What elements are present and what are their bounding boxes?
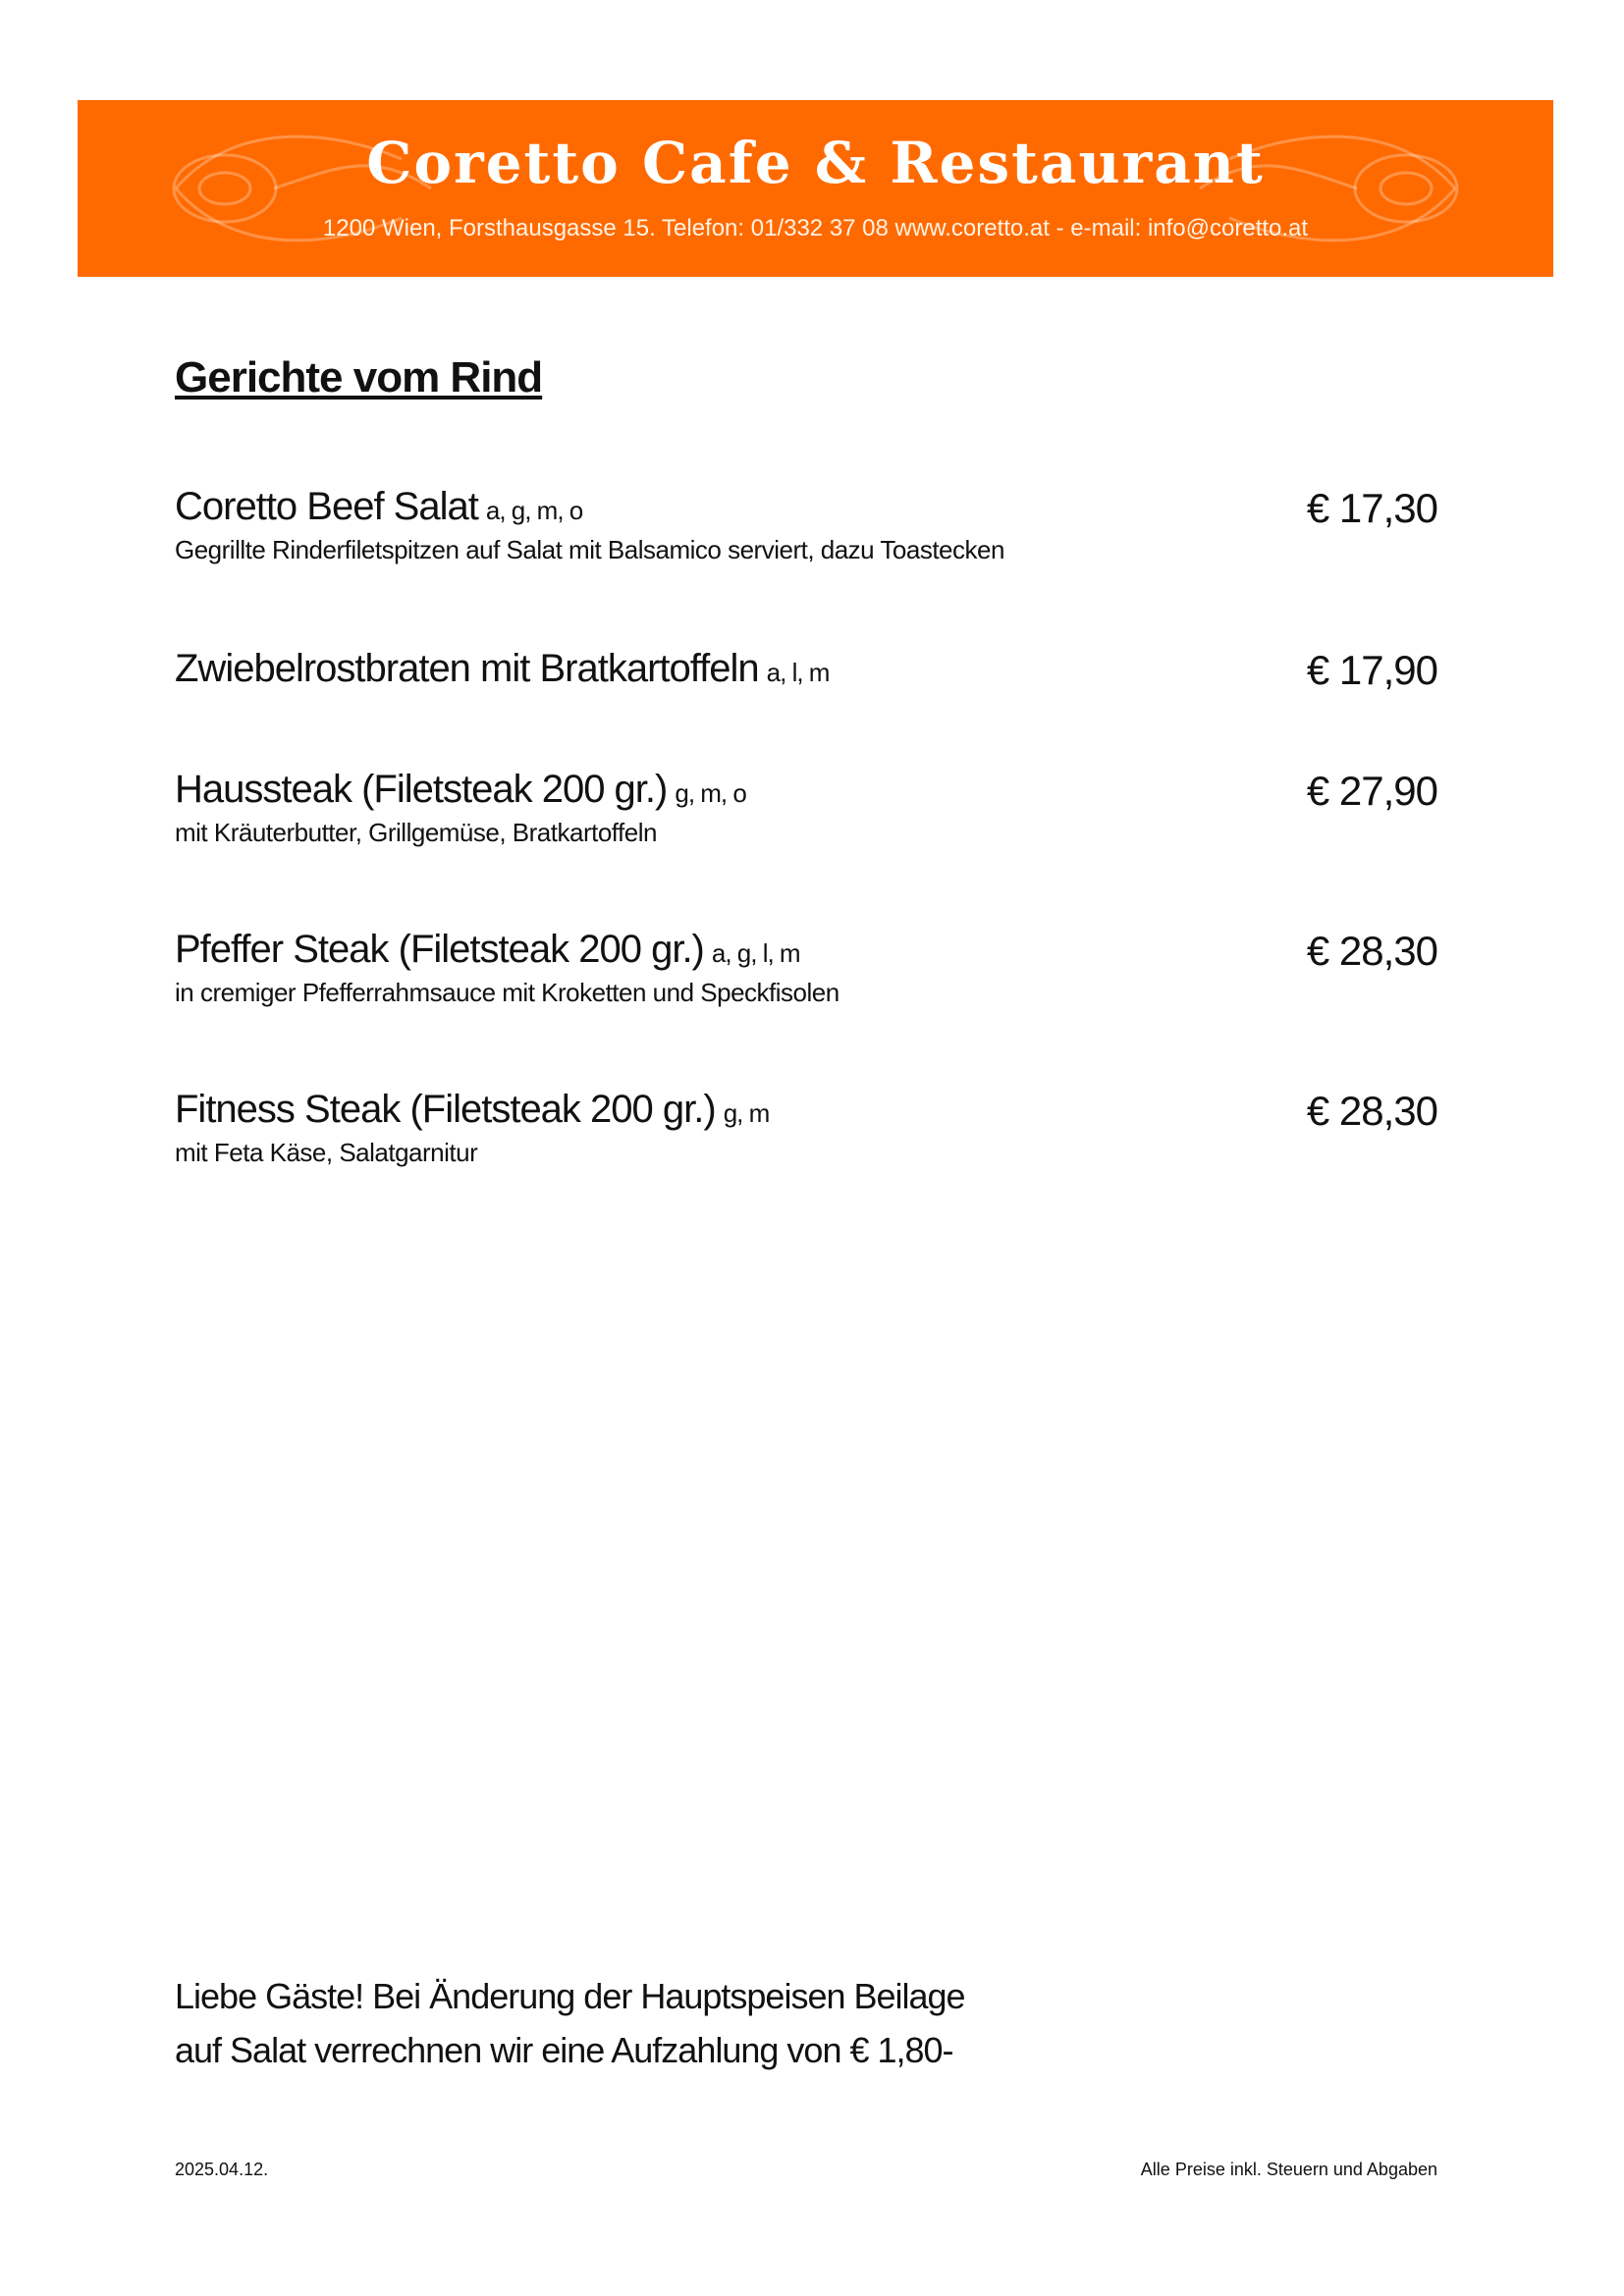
menu-item — [175, 485, 1437, 565]
notice-line-2: auf Salat verrechnen wir eine Aufzahlung von € 1,80- — [175, 2030, 953, 2070]
item-price: € 28,30 — [1306, 928, 1437, 974]
footer-price-note: Alle Preise inkl. Steuern und Abgaben — [1140, 2160, 1437, 2179]
item-description: in cremiger Pfefferrahmsauce mit Kroketten und Speckfisolen — [175, 978, 839, 1007]
item-price: € 17,30 — [1306, 485, 1437, 531]
notice-line-1: Liebe Gäste! Bei Änderung der Hauptspeisen Beilage — [175, 1976, 965, 2016]
item-price: € 17,90 — [1306, 647, 1437, 693]
section-title: Gerichte vom Rind — [175, 353, 543, 401]
item-allergens: g, m, o — [675, 778, 746, 808]
item-name: Pfeffer Steak (Filetsteak 200 gr.) — [175, 928, 704, 971]
item-allergens: a, g, m, o — [485, 496, 583, 525]
item-description: mit Kräuterbutter, Grillgemüse, Bratkartoffeln — [175, 818, 657, 847]
item-price: € 27,90 — [1306, 768, 1437, 814]
item-name: Zwiebelrostbraten mit Bratkartoffeln — [175, 647, 759, 690]
menu-item — [175, 647, 1437, 691]
menu-item — [175, 1088, 1437, 1168]
item-name: Haussteak (Filetsteak 200 gr.) — [175, 768, 668, 811]
footer-date: 2025.04.12. — [175, 2160, 269, 2179]
item-name: Coretto Beef Salat — [175, 485, 478, 528]
restaurant-name: Coretto Cafe & Restaurant — [366, 130, 1265, 196]
item-name: Fitness Steak (Filetsteak 200 gr.) — [175, 1088, 716, 1131]
item-description: Gegrillte Rinderfiletspitzen auf Salat mit Balsamico serviert, dazu Toastecken — [175, 535, 1004, 564]
guest-notice — [175, 1969, 965, 2077]
item-allergens: a, g, l, m — [711, 938, 800, 968]
item-price: € 28,30 — [1306, 1088, 1437, 1134]
header-banner — [78, 100, 1553, 277]
item-allergens: g, m — [723, 1098, 770, 1128]
restaurant-contact: 1200 Wien, Forsthausgasse 15. Telefon: 01/332 37 08 www.coretto.at - e-mail: info@coretto.at — [322, 215, 1309, 241]
menu-item — [175, 768, 1437, 848]
item-allergens: a, l, m — [766, 658, 830, 687]
menu-item — [175, 928, 1437, 1008]
item-description: mit Feta Käse, Salatgarnitur — [175, 1138, 478, 1167]
